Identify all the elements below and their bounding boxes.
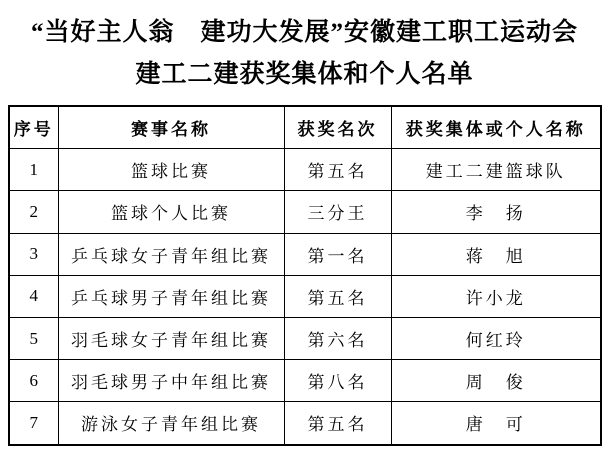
cell-serial-number: 7 xyxy=(9,402,58,445)
awards-table xyxy=(8,105,602,446)
document-title xyxy=(0,0,609,96)
table-row xyxy=(9,233,601,275)
cell-winner-name: 许小龙 xyxy=(391,275,601,317)
header-winner-name: 获奖集体或个人名称 xyxy=(391,106,601,149)
cell-serial-number: 5 xyxy=(9,317,58,359)
cell-winner-name: 蒋 旭 xyxy=(391,233,601,275)
cell-award-rank: 第五名 xyxy=(284,149,391,191)
table-row xyxy=(9,317,601,359)
cell-award-rank: 三分王 xyxy=(284,191,391,233)
cell-award-rank: 第五名 xyxy=(284,275,391,317)
table-row xyxy=(9,402,601,445)
cell-winner-name: 李 扬 xyxy=(391,191,601,233)
cell-event-name: 游泳女子青年组比赛 xyxy=(58,402,284,445)
cell-award-rank: 第八名 xyxy=(284,360,391,402)
cell-serial-number: 6 xyxy=(9,360,58,402)
header-serial-number: 序号 xyxy=(9,106,58,149)
cell-serial-number: 4 xyxy=(9,275,58,317)
cell-winner-name: 何红玲 xyxy=(391,317,601,359)
cell-event-name: 羽毛球女子青年组比赛 xyxy=(58,317,284,359)
cell-serial-number: 3 xyxy=(9,233,58,275)
cell-award-rank: 第五名 xyxy=(284,402,391,445)
cell-winner-name: 周 俊 xyxy=(391,360,601,402)
cell-serial-number: 1 xyxy=(9,149,58,191)
table-row xyxy=(9,191,601,233)
table-row xyxy=(9,360,601,402)
cell-award-rank: 第六名 xyxy=(284,317,391,359)
table-row xyxy=(9,149,601,191)
cell-event-name: 篮球个人比赛 xyxy=(58,191,284,233)
cell-event-name: 乒乓球男子青年组比赛 xyxy=(58,275,284,317)
cell-serial-number: 2 xyxy=(9,191,58,233)
title-line-1: “当好主人翁 建功大发展”安徽建工职工运动会 xyxy=(30,19,578,46)
cell-winner-name: 唐 可 xyxy=(391,402,601,445)
header-award-rank: 获奖名次 xyxy=(284,106,391,149)
cell-event-name: 羽毛球男子中年组比赛 xyxy=(58,360,284,402)
header-event-name: 赛事名称 xyxy=(58,106,284,149)
table-header-row xyxy=(9,106,601,149)
cell-award-rank: 第一名 xyxy=(284,233,391,275)
cell-event-name: 乒乓球女子青年组比赛 xyxy=(58,233,284,275)
cell-winner-name: 建工二建篮球队 xyxy=(391,149,601,191)
cell-event-name: 篮球比赛 xyxy=(58,149,284,191)
table-row xyxy=(9,275,601,317)
title-line-2: 建工二建获奖集体和个人名单 xyxy=(135,61,474,88)
